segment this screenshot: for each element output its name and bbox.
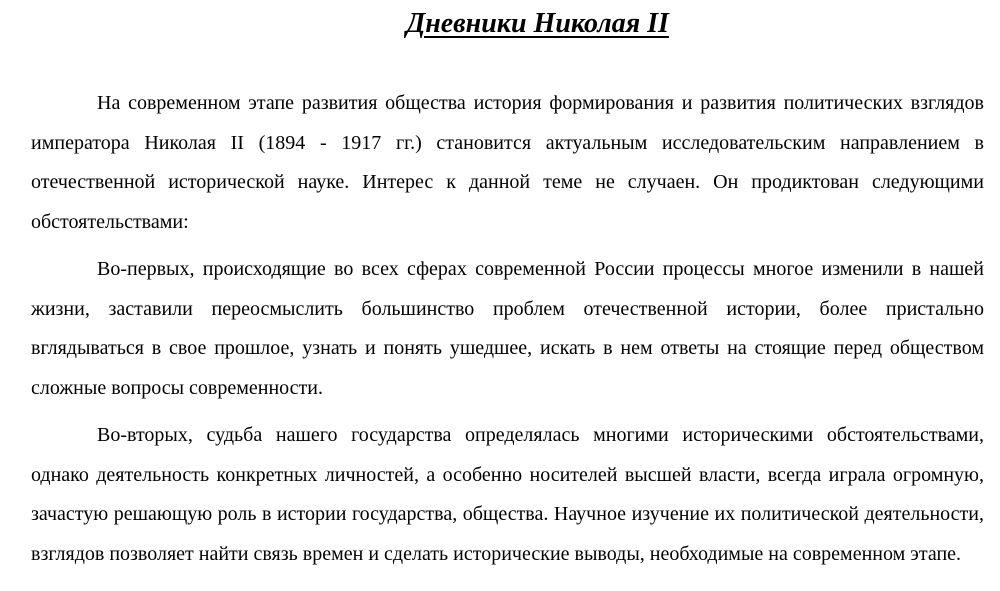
paragraph-intro: На современном этапе развития общества история формирования и развития политических взглядов императора Николая II (1894 - 1917 гг.) становится актуальным исследовательским направлением в отечественной исторической науке. Интерес к данной теме не случаен. Он продиктован следующими обстоятельствами:: [31, 92, 984, 233]
document-title: Дневники Николая II: [406, 8, 669, 39]
paragraph-second-reason: Во-вторых, судьба нашего государства определялась многими историческими обстоятельствами, однако деятельность конкретных личностей, а особенно носителей высшей власти, всегда играла огромную, зачастую решающую роль в истории государства, общества. Научное изучение их политической деятельности, взглядов позволяет найти связь времен и сделать исторические выводы, необходимые на современном этапе.: [31, 424, 984, 565]
paragraph-first-reason: Во-первых, происходящие во всех сферах современной России процессы многое изменили в нашей жизни, заставили переосмыслить большинство проблем отечественной истории, более пристально вглядываться в свое прошлое, узнать и понять ушедшее, искать в нем ответы на стоящие перед обществом сложные вопросы современности.: [31, 258, 984, 399]
document-page: [31, 0, 984, 574]
